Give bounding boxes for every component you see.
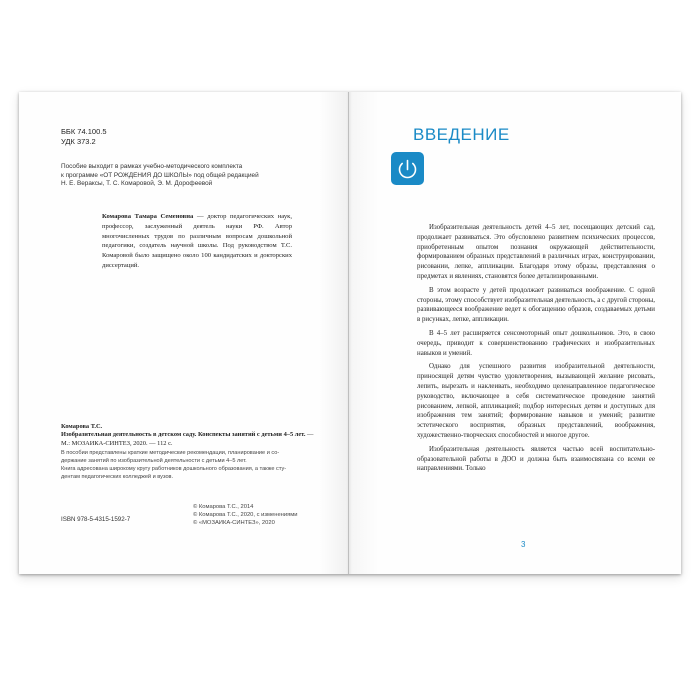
body-paragraph: Однако для успешного развития изобразительной деятельности, приносящей детям чувство удовлетворения, вызывающей желание рисовать, лепить, вырезать и наклеивать, необходимо целенаправленное педагогическое руководство, включающее в себя систематическое проведение занятий рисованием, лепкой, аппликацией; подбор интересных детям и доступных для изображения тем занятий; формирование навыков и умений; развитие эстетического восприятия, образных представлений, воображения, художественно-творческих способностей и многое другое. xyxy=(417,363,655,439)
body-paragraph: Изобразительная деятельность детей 4–5 лет, посещающих детский сад, продолжает развиваться. Это обусловлено развитием психических процессов, приобретенным опытом познания окружающей действительности, формированием образных представлений в различных играх, конструировании, рисовании, лепке, аппликации. Благодаря этому образы, представления о предметах и явлениях, становятся более детализированными. xyxy=(417,224,655,280)
catalog-abstract xyxy=(61,450,323,481)
catalog-record xyxy=(61,423,323,481)
catalog-entry xyxy=(61,431,323,448)
copyright-line: © Комарова Т.С., 2020, с изменениями xyxy=(193,512,298,519)
body-paragraph: В 4–5 лет расширяется сенсомоторный опыт дошкольников. Это, в свою очередь, приводит к совершенствованию графических и изобразительных навыков и умений. xyxy=(417,329,655,357)
bbk-code: ББК 74.100.5 xyxy=(61,127,107,136)
classification-codes xyxy=(61,127,107,147)
abstract-line: В пособии представлены краткие методические рекомендации, планирование и со- xyxy=(61,450,280,457)
copyright-block xyxy=(193,503,297,528)
isbn: ISBN 978-5-4315-1592-7 xyxy=(61,516,131,523)
chapter-body xyxy=(417,223,655,478)
open-book xyxy=(19,92,681,574)
series-line: Н. Е. Вераксы, Т. С. Комаровой, Э. М. Дорофеевой xyxy=(61,180,213,188)
abstract-line: Книга адресована широкому кругу работников дошкольного образования, а также сту- xyxy=(61,465,287,472)
copyright-line: © Комарова Т.С., 2014 xyxy=(193,504,254,510)
power-symbol-icon-graphic xyxy=(391,152,424,185)
author-bio xyxy=(102,212,292,271)
copyright-line: © «МОЗАИКА-СИНТЕЗ», 2020 xyxy=(193,520,275,527)
abstract-line: дентам педагогических колледжей и вузов. xyxy=(61,473,174,480)
page-number: 3 xyxy=(521,540,526,549)
catalog-title: Изобразительная деятельность в детском саду. Конспекты занятий с детьми 4–5 лет. xyxy=(61,431,306,439)
series-line: к программе «ОТ РОЖДЕНИЯ ДО ШКОЛЫ» под общей редакцией xyxy=(61,171,259,179)
right-page xyxy=(349,92,681,574)
abstract-line: держание занятий по изобразительной деятельности с детьми 4–5 лет. xyxy=(61,458,247,465)
catalog-publisher: — М.: МОЗАИКА-СИНТЕЗ, 2020. — 112 с. xyxy=(61,431,314,447)
left-page xyxy=(19,92,349,574)
author-bio-text: — доктор педагогических наук, профессор, заслуженный деятель науки РФ. Автор многочисленных трудов по различным вопросам дошкольной педагогики, создатель научной школы. Под руководством Т.С. Комаровой было защищено около 100 кандидатских и докторских диссертаций. xyxy=(102,213,292,269)
author-name: Комарова Тамара Семеновна xyxy=(102,213,194,220)
series-line: Пособие выходит в рамках учебно-методического комплекта xyxy=(61,163,243,170)
chapter-title: ВВЕДЕНИЕ xyxy=(413,125,510,144)
series-note xyxy=(61,163,259,189)
udk-code: УДК 373.2 xyxy=(61,137,96,146)
power-symbol-icon xyxy=(391,152,424,185)
body-paragraph: Изобразительная деятельность является частью всей воспитательно-образовательной работы в ДОО и должна быть взаимосвязана со всеми ее направлениями. Только xyxy=(417,445,655,473)
catalog-author: Комарова Т.С. xyxy=(61,423,103,430)
body-paragraph: В этом возрасте у детей продолжает развиваться воображение. С одной стороны, этому способствует изобразительная деятельность, а с другой стороны, развивающееся воображение ведет к обогащению образов, создаваемых детьми в рисунках, лепке, аппликации. xyxy=(417,286,656,324)
